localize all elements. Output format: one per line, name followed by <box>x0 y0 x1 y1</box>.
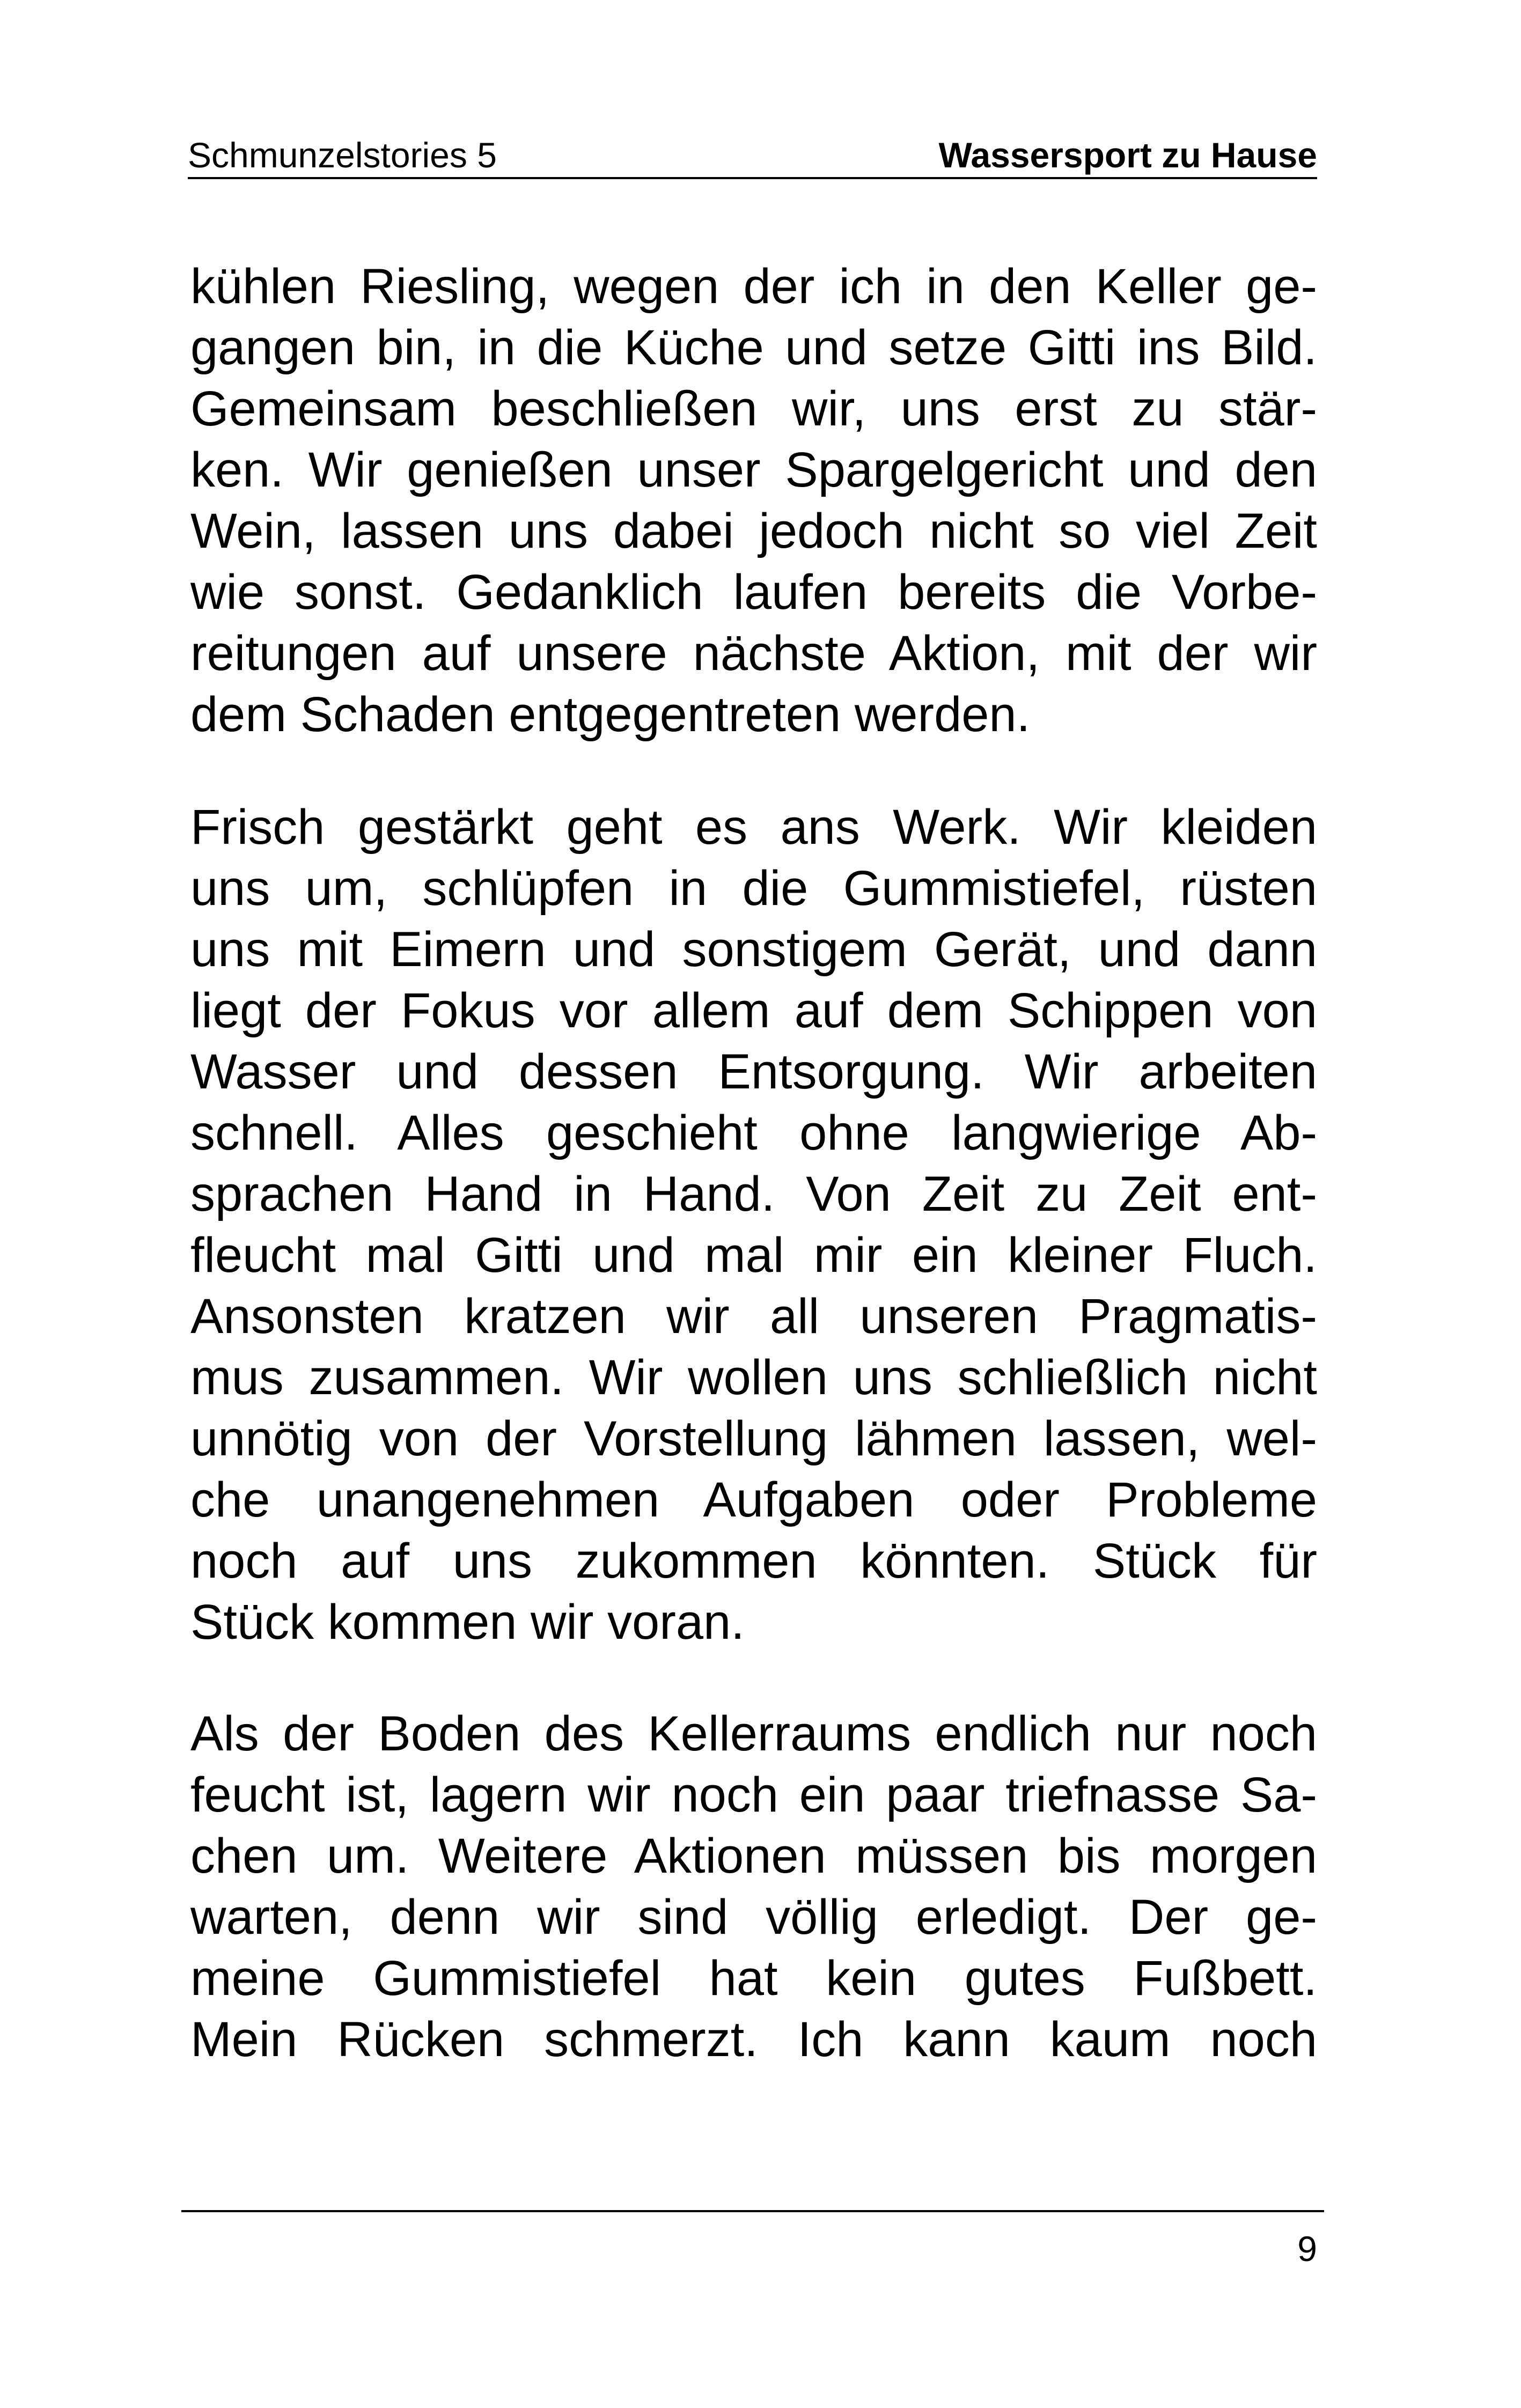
running-header <box>188 123 1317 179</box>
text-line: wie sonst. Gedanklich laufen bereits die Vorbe- <box>190 565 1317 620</box>
text-line: mus zusammen. Wir wollen uns schließlich nicht <box>190 1350 1317 1405</box>
text-line: Gemeinsam beschließen wir, uns erst zu stär- <box>190 381 1317 436</box>
text-line: dem Schaden entgegentreten werden. <box>190 687 1031 742</box>
book-title: Schmunzelstories 5 <box>188 135 497 175</box>
text-line: kühlen Riesling, wegen der ich in den Keller ge- <box>190 259 1317 314</box>
text-line: noch auf uns zukommen könnten. Stück für <box>190 1534 1317 1588</box>
text-line: Frisch gestärkt geht es ans Werk. Wir kleiden <box>190 800 1317 855</box>
text-line: liegt der Fokus vor allem auf dem Schippen von <box>190 983 1317 1038</box>
text-line: Als der Boden des Kellerraums endlich nur noch <box>190 1706 1317 1761</box>
chapter-title: Wassersport zu Hause <box>938 135 1317 175</box>
text-line: sprachen Hand in Hand. Von Zeit zu Zeit ent- <box>190 1167 1317 1221</box>
text-line: Wein, lassen uns dabei jedoch nicht so viel Zeit <box>190 504 1317 558</box>
text-line: che unangenehmen Aufgaben oder Probleme <box>190 1472 1317 1527</box>
text-line: chen um. Weitere Aktionen müssen bis morgen <box>190 1829 1317 1883</box>
text-line: Wasser und dessen Entsorgung. Wir arbeiten <box>190 1044 1317 1099</box>
text-line: uns mit Eimern und sonstigem Gerät, und dann <box>190 922 1317 977</box>
text-line: fleucht mal Gitti und mal mir ein kleiner Fluch. <box>190 1228 1317 1283</box>
text-line: Mein Rücken schmerzt. Ich kann kaum noch <box>190 2012 1317 2067</box>
text-line: feucht ist, lagern wir noch ein paar triefnasse Sa- <box>190 1768 1317 1822</box>
text-line: reitungen auf unsere nächste Aktion, mit der wir <box>190 626 1317 681</box>
text-line: Ansonsten kratzen wir all unseren Pragmatis- <box>190 1289 1317 1344</box>
footer-divider <box>181 2210 1324 2212</box>
text-line: uns um, schlüpfen in die Gummistiefel, rüsten <box>190 861 1317 916</box>
text-line: warten, denn wir sind völlig erledigt. Der ge- <box>190 1890 1317 1945</box>
text-line: ken. Wir genießen unser Spargelgericht und den <box>190 443 1317 497</box>
text-line: gangen bin, in die Küche und setze Gitti ins Bild. <box>190 320 1317 375</box>
text-line: unnötig von der Vorstellung lähmen lassen, wel- <box>190 1411 1317 1466</box>
text-line: schnell. Alles geschieht ohne langwierige Ab- <box>190 1106 1317 1160</box>
page-number: 9 <box>1297 2229 1317 2269</box>
text-line: Stück kommen wir voran. <box>190 1595 745 1649</box>
text-line: meine Gummistiefel hat kein gutes Fußbett. <box>190 1951 1317 2006</box>
